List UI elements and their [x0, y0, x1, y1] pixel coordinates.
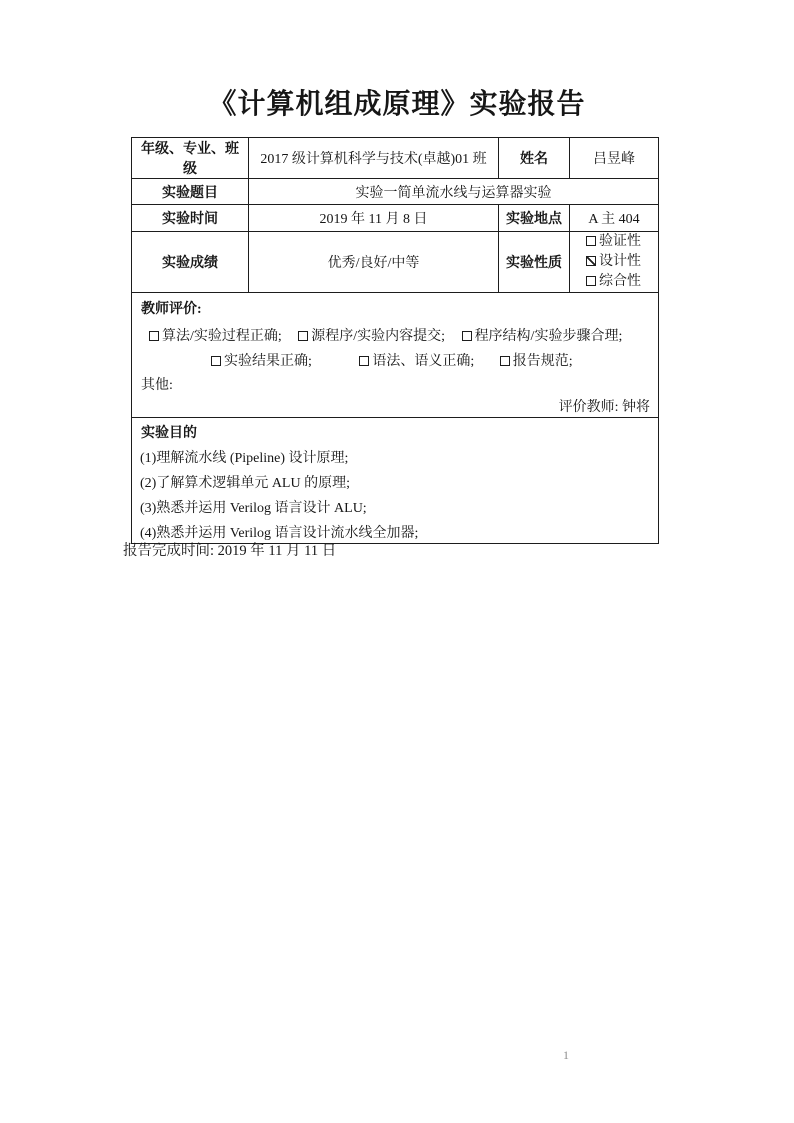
checkbox-icon — [211, 356, 221, 366]
nature-option-label: 综合性 — [599, 274, 641, 289]
experiment-purpose-heading: 实验目的 — [141, 426, 197, 441]
nature-option-label: 验证性 — [599, 234, 641, 249]
label-experiment-title: 实验题目 — [132, 179, 249, 205]
eval-item-result-correct — [211, 354, 312, 369]
nature-option-design — [586, 252, 655, 272]
eval-item-label: 实验结果正确; — [224, 354, 312, 369]
page-number: 1 — [563, 1048, 569, 1062]
nature-option-label: 设计性 — [599, 254, 641, 269]
label-name: 姓名 — [499, 138, 570, 179]
eval-item-label: 源程序/实验内容提交; — [311, 329, 446, 344]
checkbox-icon — [462, 331, 472, 341]
nature-option-comprehensive — [586, 272, 655, 292]
eval-item-label: 算法/实验过程正确; — [162, 329, 282, 344]
label-experiment-time: 实验时间 — [132, 205, 249, 232]
table-row — [132, 205, 659, 232]
checkbox-icon — [586, 276, 596, 286]
value-name: 吕昱峰 — [570, 138, 659, 179]
purpose-item-1: (1)理解流水线 (Pipeline) 设计原理; — [140, 451, 349, 466]
value-grade-major-class: 2017 级计算机科学与技术(卓越)01 班 — [249, 138, 499, 179]
label-grade-major-class: 年级、专业、班级 — [132, 138, 249, 179]
checkbox-icon — [298, 331, 308, 341]
label-experiment-location: 实验地点 — [499, 205, 570, 232]
nature-option-verification — [586, 232, 655, 252]
checkbox-icon — [149, 331, 159, 341]
checkbox-icon — [586, 236, 596, 246]
report-info-table — [131, 137, 659, 544]
teacher-evaluation-line1 — [149, 328, 650, 346]
purpose-item-4: (4)熟悉并运用 Verilog 语言设计流水线全加器; — [140, 526, 419, 541]
value-experiment-time: 2019 年 11 月 8 日 — [249, 205, 499, 232]
experiment-purpose-cell — [132, 418, 659, 544]
teacher-evaluation-cell — [132, 293, 659, 418]
eval-item-syntax-correct — [359, 354, 474, 369]
value-experiment-title: 实验一简单流水线与运算器实验 — [249, 179, 659, 205]
eval-item-label: 程序结构/实验步骤合理; — [474, 329, 623, 344]
label-experiment-nature: 实验性质 — [499, 232, 570, 293]
value-experiment-location: A 主 404 — [570, 205, 659, 232]
report-completion-date: 报告完成时间: 2019 年 11 月 11 日 — [123, 543, 337, 559]
page-title: 《计算机组成原理》实验报告 — [208, 89, 586, 120]
eval-item-report-standard — [500, 354, 573, 369]
table-row — [132, 179, 659, 205]
checkbox-icon — [586, 256, 596, 266]
teacher-evaluation-line2 — [211, 353, 650, 371]
evaluator-name: 评价教师: 钟将 — [558, 400, 650, 415]
experiment-nature-options — [570, 232, 659, 293]
table-row — [132, 232, 659, 293]
eval-item-source-submitted — [298, 329, 445, 344]
eval-item-label: 语法、语义正确; — [372, 354, 475, 369]
label-experiment-grade: 实验成绩 — [132, 232, 249, 293]
checkbox-icon — [500, 356, 510, 366]
teacher-evaluation-heading: 教师评价: — [141, 302, 202, 317]
eval-item-label: 报告规范; — [512, 354, 573, 369]
purpose-item-2: (2)了解算术逻辑单元 ALU 的原理; — [140, 476, 350, 491]
eval-other-label: 其他: — [141, 378, 173, 393]
checkbox-icon — [359, 356, 369, 366]
table-row — [132, 138, 659, 179]
value-experiment-grade: 优秀/良好/中等 — [249, 232, 499, 293]
eval-item-algorithm — [149, 329, 282, 344]
table-row — [132, 418, 659, 544]
purpose-item-3: (3)熟悉并运用 Verilog 语言设计 ALU; — [140, 501, 367, 516]
eval-item-structure — [462, 329, 623, 344]
table-row — [132, 293, 659, 418]
